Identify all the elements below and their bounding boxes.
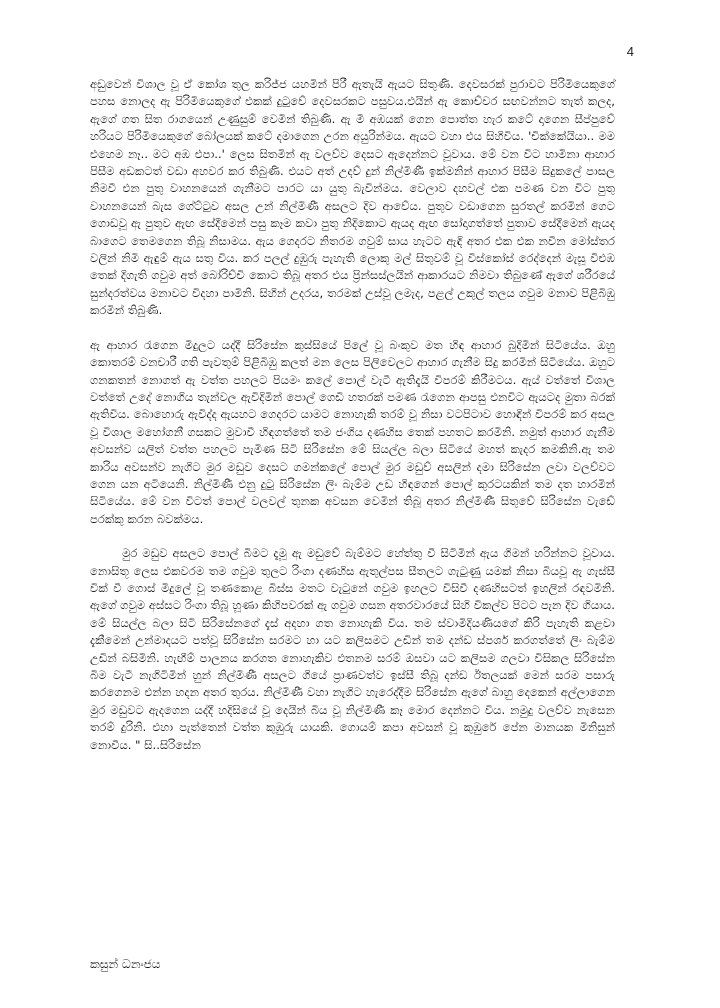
page-number: 4: [626, 44, 634, 59]
paragraph-3: මුර මඩුව අසලට පොල් බිමට දැමූ ඇ මඩුවේ බැම්මට හේත්තු වී සිටිමින් ඇය ගිමන් හරින්නට වූවාය. නොසිතූ ලෙස එකවරම තම ගවුම තුලට රිංගා දණහිස ඇතුල්පස සීතලට ගැටුණු යමක් නිසා බියවූ ඇ ගැස්සී වික් වී ගොස් මිදුලේ වූ තණකොළ බිස්ස මතට වැටුනේ ගවුම ඉහලට විසිවී දණහිසටත් ඉහලින් රඳවමිනි. ඇගේ ගවුම අස්සට රිංගා තිබූ හූණා කිහිපවරක් ඇ ගවුම ගසන අතරවාරයේ සිහි විකල්ව පිටට පැන දිව ගියාය. මේ සියල්ල බලා සිටි සිරිසේනගේ දැස් අදහා ගත නොහැකි විය. තම ස්වාමිදියණියගේ කිරි පැහැති කළවා දැකීමෙන් උන්මාදයට පත්වූ සිරිසේන සරමට හා යට කලිසමට උඩින් තම දන්ඩ ස්පර්ශ කරගත්තේ ලිං බැම්ම උඩින් බසිමිනි. හැඟීම් පාලනය කරගත නොහැකිව එතනම සරම් ඔසවා යට කලිසම ගලවා විසිකල සිරිසේන බිම වැටී නැගිටිමින් හුන් නිල්මිණී අසලට ගියේ ප්‍රාණවත්ව ඉස්සී තිබූ දන්ඩ ඊතලයක් මෙන් සරම පසාරු කරගෙනම එන්න හදන අතර තුරය. නිල්මිණී වහා නැගිට හැරෙද්දීම සිරිසේන ඇගේ බාහු දෙකෙන් අල්ලාගෙන මුර මඩුවට ඇදගෙන යද්දී හදිසියේ වූ දෙයින් බිය වූ නිල්මිණී කෑ මොර දෙන්නට විය. නමුදු වලව්ව නැසෙන තරම් දුරිනි. එහා පැත්තෙන් වත්ත කුඹුරු යායකි. ගොයම් කපා අවසන් වූ කුඹුරේ පේන මානයක මිනිසුන් නොවීය. " සි..සිරිසේන: [90, 546, 615, 752]
author-name: කසුන් ධනංජය: [90, 957, 161, 971]
paragraph-2: ඇ ආහාර රැගෙන මිදුලට යද්දී සිරිසේන කුස්සියේ පිලේ වූ බංකුව මත හිඳ ආහාර බුදිමින් සිටියේය. ඔහු කොතරම් වනචාරී ගති පැවතුම් පිළිබිඹු කලත් මන ලෙස පිලිවෙලට ආහාර ගැනීම සිදු කරමින් සිටියේය. ඔහුට ගනකතන් නොගත් ඇ වත්ත පහලට පියමං කලේ පොල් වැටී ඇතිදැයි විපරම් කිරීමටය. ඇය් වත්තේ විශාල වත්තේ උදේ නොගිය තැන්වල ඇවිදිමින් පොල් ගෙඩි හතරක් පමණ රැගෙන ආපසු එනවිට ඇයටද මුතා බරක් ඇතිවිය. බොහොරු ඇවිද්ද ඇයහට ගෙදරට යාමට නොහැකි තරම් වූ නිසා වටපිටාව හොඳින් විපරම් කර අසල වූ විශාල මහෝගනී ගසකට මුවාවී හිඳගත්තේ තම ජංගිය දණහිස තෙක් පහතට කරමිනි. නමුත් ආහාර ගැනීම අවසන්ව යලිත් වත්ත පහලට පැමිණ සිටි සිරිසේන මේ සියල්ල බලා සිටියේ මහත් කැදර කමකිනි.ඇ තම කාරිය අවසන්ව නැගිට මුර මඩුව දෙසට ගමන්කලේ පොල් මුර මඩුව් අසලින් දමා සිරිසේන ලවා වලව්වට ගෙන යන අටියෙනි. නිල්මිණී එනු දුටු සිරිසේන ලිං බැම්ම උඩ හිඳගෙන් පොල් කුරටයකින් තම දත හාරමින් සිටියේය. මේ වන විටත් පොල් වලවල් තුනක අවසන වෙමින් තිබූ අතර නිල්මිණී සිතුවේ සිරිසේන වැඩේ පරක්කු කරන බවක්මය.: [90, 337, 615, 526]
paragraph-1: අඩුවෙන් විශාල වූ ඒ කෝශ තුල කරිජ්ජ යහමින් පිරී ඇතැයි ඇයට සිතුණි. දෙවසරක් පුරාවට පිරිමියෙකුගේ පහස නොලද ඇ පිරිමියෙකුගේ එකක් දුටුවේ දෙවසරකට පසුවය.එයින් ඇ කොච්චර සඟවන්නට තැත් කලද, ඇගේ ගත සිත රාගයෙන් උණුසුම් වෙමින් තිබුණි. ඇ මී අඹයක් ගෙන පොත්ත හැර කටේ දාගෙන සීප්පුවේ හරියට පිරිමියෙකුගේ බෝලයක් කටේ දමාගෙන උරන අයුරින්මය. ඇයට වහා එය සිහිවිය. 'චික්කේයියා.. මම එහෙම නෑ.. මට අඹ එපා..' ලෙස සිතමින් ඇ වලව්ව දෙසට ඇදෙන්නට වූවාය. මේ වන විට හාමිනා ආහාර පිසීම අඩකටත් වඩා අහවර කර තිබුණි. එයට අත් උදව් දුන් නිල්මිණී ඉක්මනින් ආහාර පිසීම සිදුකලේ පාසල නිමවී එන පුතු වාහනයෙන් ගැනීමට පාරට යා යුතු බැවින්මය. වෙලාව දහවල් එක පමණ වන විට පුතු වාහනයෙන් බැස ගේට්ටුව අසල උන් නිල්මිණී අසලට දිව ආවේය. පුතුව වඩාගෙන සුරතල් කරමින් ගෙට ගොඩවූ ඇ පුතුව ඇඟ සේදීමෙන් පසු කෑම කවා පුතු නිදිකොට ඇයද ඇඟ සෝදාගත්තේ පුතාව සේදීමෙන් ඇයද බාගෙට තෙමගෙන තිබූ නිසාමය. ඇය ගෙදරට නිතරම ගවුම් සාය හැටට ඇඳි අතර එක එක නවීන මෝස්තර වලින් නිමි ඇඳුම් ඇය සතු විය. කර පලල් දුඹුරු පැහැති ලොකු මල් සිතුවම් වූ විස්කෝස් රෙද්දෙන් මැසූ විළුඹ තෙක් දිගැති ගවුම අත් බෝරිච්චි කොට තිබූ අතර එය ප්‍රින්සස්ලයින් ආකාරයට නිමවා තිබුණේ ඇගේ ශරීරයේ සුන්දරත්වය මනාවට විදහා පාමිනි. සිහින් උදරය, තරමක් උස්වූ ලමැද, පළල් උකුල් තලය ගවුම මනාව පිළිබිඹු කරමින් තිබුණි.: [90, 77, 615, 318]
story-body: [90, 76, 615, 771]
